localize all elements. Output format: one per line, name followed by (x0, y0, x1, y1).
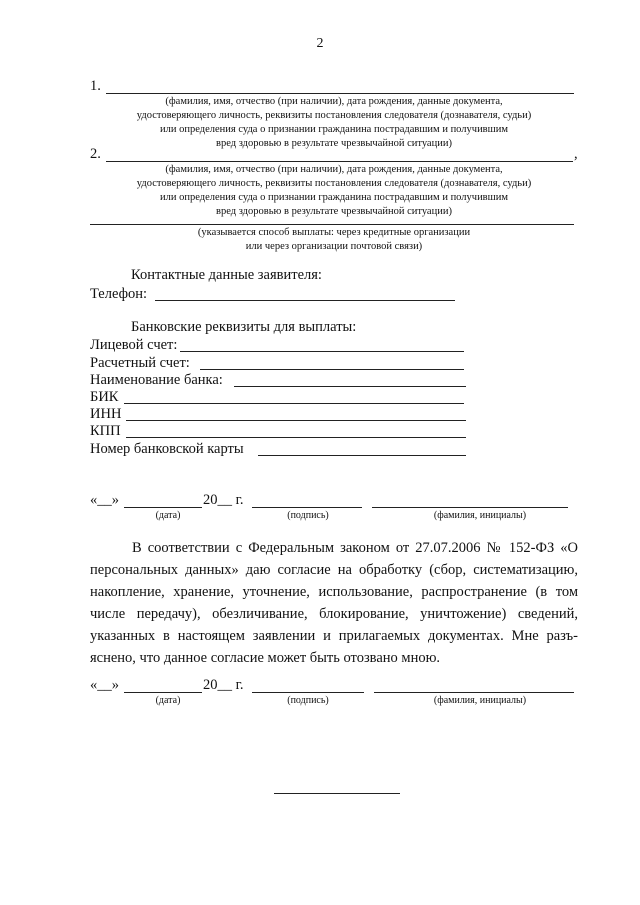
signature-2-year: 20__ г. (203, 677, 244, 693)
signature-2-day: «__» (90, 677, 119, 693)
kpp-label: КПП (90, 423, 121, 439)
phone-label: Телефон: (90, 286, 148, 302)
caption-line: или определения суда о признании гражданина пострадавшим и получившим (160, 124, 508, 135)
consent-line: В соответствии с Федеральным законом от 27.07.2006 № 152-ФЗ «О (132, 540, 578, 556)
signature-1-year: 20__ г. (203, 492, 244, 508)
caption-line: или определения суда о признании гражданина пострадавшим и получившим (160, 192, 508, 203)
signature-1-day: «__» (90, 492, 119, 508)
signature-2-name-field[interactable] (374, 692, 574, 693)
card-number-field[interactable] (258, 455, 466, 456)
consent-line: накопление, хранение, уточнение, использование, распространение (в том (90, 584, 578, 600)
applicant-2-line[interactable] (106, 161, 573, 162)
consent-line: числе передачу), обезличивание, блокирование, уничтожение) сведений, (90, 606, 578, 622)
settlement-account-label: Расчетный счет: (90, 355, 190, 371)
kpp-field[interactable] (126, 437, 466, 438)
caption-line: удостоверяющего личность, реквизиты постановления следователя (дознавателя, судьи) (136, 110, 532, 121)
bank-name-label: Наименование банка: (90, 372, 223, 388)
signature-2-date-caption: (дата) (155, 695, 181, 706)
caption-line: (фамилия, имя, отчество (при наличии), дата рождения, данные документа, (165, 96, 503, 107)
closing-separator (274, 793, 400, 794)
consent-line: яснено, что данное согласие может быть отозвано мною. (90, 650, 441, 666)
signature-2-name-caption: (фамилия, инициалы) (433, 695, 527, 706)
inn-label: ИНН (90, 406, 122, 422)
phone-field[interactable] (155, 300, 455, 301)
payment-method-caption (140, 226, 528, 254)
applicant-2-comma: , (574, 146, 578, 162)
caption-line: (указывается способ выплаты: через кредитные организации (197, 227, 471, 238)
consent-line: указанных в настоящем заявлении и прилагаемых документах. Мне разъ- (90, 628, 578, 644)
personal-account-label: Лицевой счет: (90, 337, 178, 353)
bik-field[interactable] (124, 403, 464, 404)
signature-1-name-caption: (фамилия, инициалы) (433, 510, 527, 521)
caption-line: удостоверяющего личность, реквизиты постановления следователя (дознавателя, судьи) (136, 178, 532, 189)
caption-line: вред здоровью в результате чрезвычайной ситуации) (216, 138, 452, 149)
settlement-account-field[interactable] (200, 369, 464, 370)
signature-1-month-field[interactable] (124, 507, 202, 508)
signature-2-sign-caption: (подпись) (287, 695, 329, 706)
consent-paragraph (90, 537, 578, 669)
bank-heading: Банковские реквизиты для выплаты: (131, 319, 357, 335)
caption-line: вред здоровью в результате чрезвычайной ситуации) (216, 206, 452, 217)
inn-field[interactable] (126, 420, 466, 421)
page-number: 2 (316, 36, 324, 51)
caption-line: или через организации почтовой связи) (245, 241, 423, 252)
applicant-2-caption (90, 163, 578, 219)
signature-1-date-caption: (дата) (155, 510, 181, 521)
applicant-1-caption (90, 95, 578, 151)
bank-name-field[interactable] (234, 386, 466, 387)
applicant-2-number: 2. (90, 146, 101, 162)
caption-line: (фамилия, имя, отчество (при наличии), дата рождения, данные документа, (165, 164, 503, 175)
signature-1-sign-field[interactable] (252, 507, 362, 508)
signature-1-sign-caption: (подпись) (287, 510, 329, 521)
bik-label: БИК (90, 389, 119, 405)
signature-1-name-field[interactable] (372, 507, 568, 508)
payment-method-line[interactable] (90, 224, 574, 225)
card-number-label: Номер банковской карты (90, 441, 244, 457)
contact-heading: Контактные данные заявителя: (131, 267, 322, 283)
personal-account-field[interactable] (180, 351, 464, 352)
applicant-1-line[interactable] (106, 93, 574, 94)
applicant-1-number: 1. (90, 78, 101, 94)
consent-line: персональных данных» даю согласие на обработку (сбор, систематизацию, (90, 562, 578, 578)
signature-2-month-field[interactable] (124, 692, 202, 693)
signature-2-sign-field[interactable] (252, 692, 364, 693)
